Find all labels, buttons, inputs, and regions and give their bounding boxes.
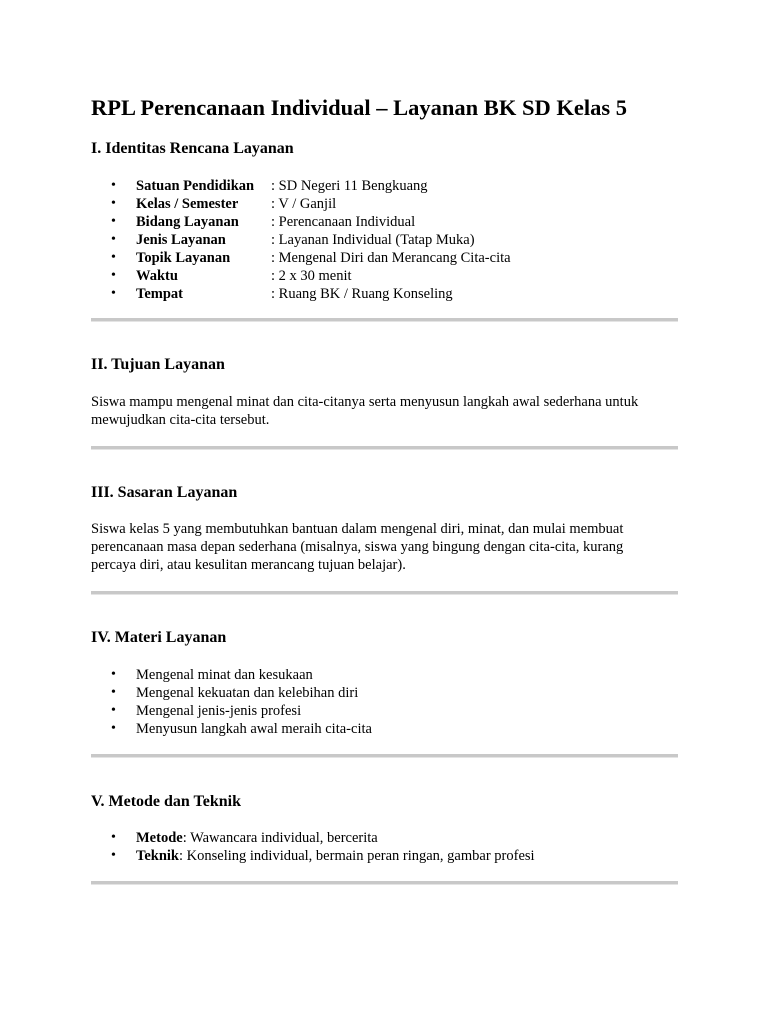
tujuan-line: mewujudkan cita-cita tersebut. bbox=[91, 412, 270, 428]
sasaran-line: perencanaan masa depan sederhana (misalnya, siswa yang bingung dengan cita-cita, kurang bbox=[91, 539, 624, 555]
identitas-key: Waktu bbox=[136, 268, 178, 284]
section-divider bbox=[91, 318, 678, 322]
bullet-icon: • bbox=[111, 848, 116, 863]
identitas-value: : SD Negeri 11 Bengkuang bbox=[271, 178, 428, 194]
section-metode-heading: V. Metode dan Teknik bbox=[91, 793, 241, 810]
section-materi-heading: IV. Materi Layanan bbox=[91, 629, 227, 646]
materi-item-text: Mengenal minat dan kesukaan bbox=[136, 667, 313, 683]
identitas-item bbox=[91, 195, 678, 213]
sasaran-paragraph bbox=[91, 520, 678, 574]
section-divider bbox=[91, 591, 678, 595]
identitas-item bbox=[91, 249, 678, 267]
identitas-item bbox=[91, 177, 678, 195]
identitas-key: Bidang Layanan bbox=[136, 214, 239, 230]
bullet-icon: • bbox=[111, 250, 116, 265]
teknik-key: Teknik bbox=[136, 848, 179, 864]
identitas-item bbox=[91, 231, 678, 249]
bullet-icon: • bbox=[111, 268, 116, 283]
tujuan-line: Siswa mampu mengenal minat dan cita-citanya serta menyusun langkah awal sederhana untuk bbox=[91, 394, 639, 410]
metode-value: : Wawancara individual, bercerita bbox=[182, 830, 378, 846]
identitas-value: : Layanan Individual (Tatap Muka) bbox=[271, 232, 475, 248]
materi-item-text: Menyusun langkah awal meraih cita-cita bbox=[136, 721, 372, 737]
identitas-key: Jenis Layanan bbox=[136, 232, 226, 248]
identitas-value: : Mengenal Diri dan Merancang Cita-cita bbox=[271, 250, 511, 266]
identitas-key: Tempat bbox=[136, 286, 183, 302]
bullet-icon: • bbox=[111, 178, 116, 193]
identitas-item bbox=[91, 213, 678, 231]
bullet-icon: • bbox=[111, 286, 116, 301]
bullet-icon: • bbox=[111, 685, 116, 700]
identitas-value: : Perencanaan Individual bbox=[271, 214, 416, 230]
section-tujuan-heading: II. Tujuan Layanan bbox=[91, 356, 225, 373]
identitas-list-container bbox=[91, 177, 678, 303]
sasaran-line: percaya diri, atau kesulitan merancang tujuan belajar). bbox=[91, 557, 406, 573]
materi-item bbox=[91, 720, 678, 738]
identitas-key: Topik Layanan bbox=[136, 250, 231, 266]
bullet-icon: • bbox=[111, 196, 116, 211]
metode-list bbox=[91, 829, 678, 865]
section-identitas-heading: I. Identitas Rencana Layanan bbox=[91, 140, 294, 157]
materi-item bbox=[91, 684, 678, 702]
bullet-icon: • bbox=[111, 703, 116, 718]
document-title: RPL Perencanaan Individual – Layanan BK SD Kelas 5 bbox=[91, 95, 627, 120]
bullet-icon: • bbox=[111, 667, 116, 682]
identitas-key: Kelas / Semester bbox=[136, 196, 239, 212]
identitas-key: Satuan Pendidikan bbox=[136, 178, 255, 194]
bullet-icon: • bbox=[111, 232, 116, 247]
metode-list-container bbox=[91, 829, 678, 865]
materi-list bbox=[91, 666, 678, 738]
bullet-icon: • bbox=[111, 721, 116, 736]
materi-item bbox=[91, 702, 678, 720]
section-divider bbox=[91, 446, 678, 450]
identitas-value: : V / Ganjil bbox=[271, 196, 337, 212]
identitas-item bbox=[91, 285, 678, 303]
materi-list-container bbox=[91, 666, 678, 738]
bullet-icon: • bbox=[111, 830, 116, 845]
metode-item bbox=[91, 829, 678, 847]
tujuan-paragraph bbox=[91, 393, 678, 429]
materi-item-text: Mengenal kekuatan dan kelebihan diri bbox=[136, 685, 359, 701]
materi-item-text: Mengenal jenis-jenis profesi bbox=[136, 703, 302, 719]
section-divider bbox=[91, 881, 678, 885]
identitas-value: : 2 x 30 menit bbox=[271, 268, 352, 284]
teknik-value: : Konseling individual, bermain peran ringan, gambar profesi bbox=[179, 848, 535, 864]
sasaran-line: Siswa kelas 5 yang membutuhkan bantuan dalam mengenal diri, minat, dan mulai membuat bbox=[91, 521, 624, 537]
materi-item bbox=[91, 666, 678, 684]
metode-item bbox=[91, 847, 678, 865]
bullet-icon: • bbox=[111, 214, 116, 229]
identitas-value: : Ruang BK / Ruang Konseling bbox=[271, 286, 453, 302]
metode-key: Metode bbox=[136, 830, 183, 846]
identitas-list bbox=[91, 177, 678, 303]
section-divider bbox=[91, 754, 678, 758]
section-sasaran-heading: III. Sasaran Layanan bbox=[91, 484, 238, 501]
identitas-item bbox=[91, 267, 678, 285]
